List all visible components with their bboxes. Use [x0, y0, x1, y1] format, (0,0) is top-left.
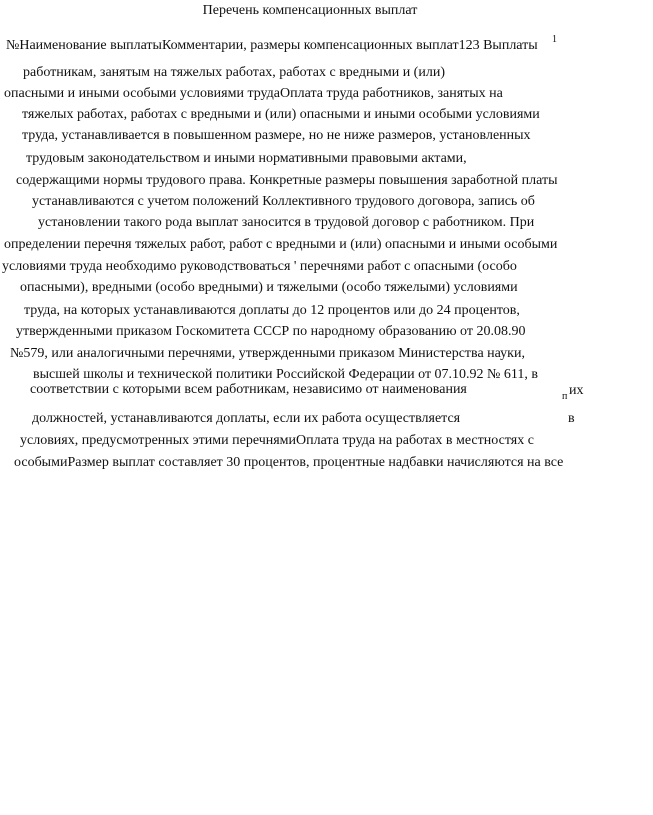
text-line-15: №579, или аналогичными перечнями, утвержденными приказом Министерства науки,	[10, 346, 525, 361]
superscript-one: 1	[552, 34, 557, 45]
text-line-4: тяжелых работах, работах с вредными и (или) опасными и иными особыми условиями	[22, 107, 540, 122]
text-line-17: соответствии с которыми всем работникам, независимо от наименования	[30, 382, 467, 397]
stray-letter: п	[562, 391, 568, 402]
text-line-1: №Наименование выплатыКомментарии, размеры компенсационных выплат123 Выплаты	[6, 38, 538, 53]
text-line-14: утвержденными приказом Госкомитета СССР по народному образованию от 20.08.90	[16, 324, 526, 339]
text-line-16: высшей школы и технической политики Российской Федерации от 07.10.92 № 611, в	[33, 367, 539, 382]
text-line-20: особымиРазмер выплат составляет 30 процентов, процентные надбавки начисляются на все	[14, 455, 564, 470]
text-line-8: устанавливаются с учетом положений Коллективного трудового договора, запись об	[32, 194, 535, 209]
document-title: Перечень компенсационных выплат	[202, 3, 418, 18]
text-line-13: труда, на которых устанавливаются доплаты до 12 процентов или до 24 процентов,	[24, 303, 520, 318]
text-line-19: условиях, предусмотренных этими перечнямиОплата труда на работах в местностях с	[20, 433, 534, 448]
text-line-2: работникам, занятым на тяжелых работах, работах с вредными и (или)	[23, 65, 445, 80]
text-line-18-end: в	[568, 411, 575, 426]
text-line-7: содержащими нормы трудового права. Конкретные размеры повышения заработной платы	[16, 173, 558, 188]
text-line-5: труда, устанавливается в повышенном размере, но не ниже размеров, установленных	[22, 128, 531, 143]
text-line-17-end: их	[569, 383, 584, 398]
text-line-6: трудовым законодательством и иными нормативными правовыми актами,	[26, 151, 467, 166]
text-line-9: установлении такого рода выплат заносится в трудовой договор с работником. При	[38, 215, 535, 230]
text-line-18: должностей, устанавливаются доплаты, если их работа осуществляется	[32, 411, 461, 426]
text-line-12: опасными), вредными (особо вредными) и тяжелыми (особо тяжелыми) условиями	[20, 280, 518, 295]
text-line-11: условиями труда необходимо руководствоваться ' перечнями работ с опасными (особо	[2, 259, 517, 274]
text-line-3: опасными и иными особыми условиями трудаОплата труда работников, занятых на	[4, 86, 503, 101]
text-line-10: определении перечня тяжелых работ, работ с вредными и (или) опасными и иными особыми	[4, 237, 558, 252]
